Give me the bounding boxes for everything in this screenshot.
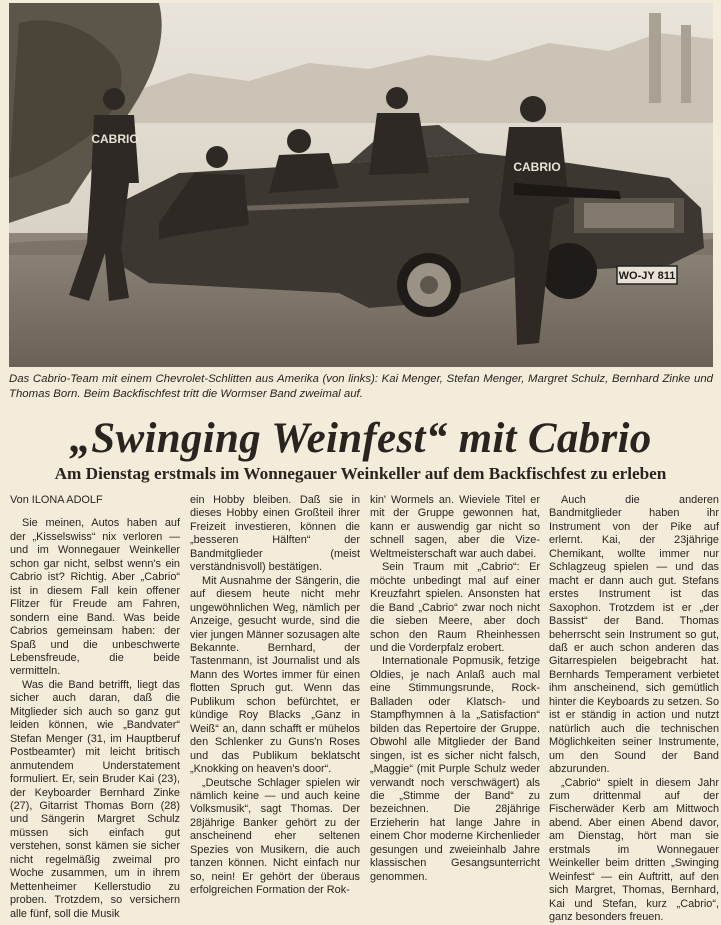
- band-photo: [9, 3, 713, 367]
- subheadline: Am Dienstag erstmals im Wonnegauer Weinkeller auf dem Backfischfest zu erleben: [54, 464, 667, 483]
- shirt-text-2: CABRIO: [513, 160, 561, 174]
- shirt-text-1: CABRIO: [91, 132, 139, 146]
- headline: „Swinging Weinfest“ mit Cabrio: [69, 415, 652, 462]
- paragraph: „Cabrio“ spielt in diesem Jahr zum drittenmal auf der Fischerwäder Kerb am Mittwoch abend. Aber einen Abend davor, am Dienstag, hört man sie erstmals im Wonnegauer Weinkeller beim dritten „Swinging Weinfest“ — ein Auftritt, auf den sich Margret, Thomas, Bernhard, Kai und Stefan, kurz „Cabrio“, ganz besonders freuen.: [549, 776, 719, 924]
- paragraph: ein Hobby bleiben. Daß sie in dieses Hobby einen Großteil ihrer Freizeit investieren, können die „besseren Hälften“ der Bandmitglieder (meist verständnisvoll) bestätigen.: [190, 494, 360, 574]
- paragraph: Auch die anderen Bandmitglieder haben ihr Instrument von der Pike auf erlernt. Kai, der 23jährige Chemikant, wollte immer nur Schlagzeug spielen — und das macht er dann auch gut. Stefans erstes Instrument ist das Saxophon. Trotzdem ist er „der Bassist“ der Band. Thomas beherrscht sein Instrument so gut, daß er auch schon anderen das Gitarrespielen beigebracht hat. Bernhards Temperament verbietet ihm anscheinend, sich gemütlich hinter die Keyboards zu setzen. So ist er ständig in action und nutzt natürlich auch die technischen Möglichkeiten seiner Instrumente, um den Sound der Band abzurunden.: [549, 494, 719, 776]
- paragraph: „Deutsche Schlager spielen wir nämlich keine — und auch keine Volksmusik“, sagt Thomas. Der 28jährige Banker gehört zu der anscheinend eher seltenen Spezies von Musikern, die auch tanzen können. Nicht einfach nur so, nein! Er gehört der überaus erfolgreichen Formation der Rok-: [190, 776, 360, 897]
- article-column-3: [370, 494, 540, 884]
- paragraph: Sie meinen, Autos haben auf der „Kisselswiss“ nix verloren — und im Wonnegauer Weinkeller schon gar nicht, selbst wenn's ein Cabrio ist? Richtig. Aber „Cabrio“ ist in diesem Fall kein offener Flitzer für Freude am Fahren, sondern eine Band. Was beide Cabrios gemeinsam haben: der Spaß und die unbeschwerte Lebensfreude, die beide vermitteln.: [10, 517, 180, 678]
- article-column-4: [549, 494, 719, 925]
- article-column-2: [190, 494, 360, 898]
- caption-text: Das Cabrio-Team mit einem Chevrolet-Schlitten aus Amerika (von links): Kai Menger, Stefan Menger, Margret Schulz, Bernhard Zinke und Thomas Born. Beim Backfischfest tritt die Wormser Band zweimal auf.: [9, 373, 713, 400]
- paragraph: Sein Traum mit „Cabrio“: Er möchte unbedingt mal auf einer Kreuzfahrt spielen. Ansonsten hat die Band „Cabrio“ zwar noch nicht die sieben Meere, aber doch schon den Raum Rheinhessen und die Vorderpfalz erobert.: [370, 561, 540, 654]
- license-plate: WO-JY 811: [618, 270, 676, 282]
- car-band-illustration: [9, 3, 713, 367]
- paragraph: Mit Ausnahme der Sängerin, die auf diesem heute nicht mehr ungewöhnlichen Weg, nämlich per Anzeige, gesucht wurde, sind die vier jungen Männer sozusagen alte Bekannte. Bernhard, der Tastenmann, ist Journalist und als Mann des Wortes immer für einen flotten Spruch gut. Wenn das Publikum schon befürchtet, er kündige Roy Blacks „Ganz in Weiß“ an, dann schafft er mühelos den Schlenker zu Guns'n Roses und das Publikum beklatscht „Knokking on heaven's door“.: [190, 574, 360, 776]
- paragraph: Internationale Popmusik, fetzige Oldies, je nach Anlaß auch mal eine Stimmungsrunde, Rock-Balladen oder Klatsch- und Stampfhymnen à la „Satisfaction“ bilden das Repertoire der Gruppe. Obwohl alle Mitglieder der Band singen, ist es sicher nicht falsch, „Maggie“ (mit Purple Schulz weder verwandt noch verschwägert) als die „Stimme der Band“ zu bezeichnen. Die 28jährige Erzieherin hat lange Jahre in einem Chor moderne Kirchenlieder gesungen und zweieinhalb Jahre klassischen Gesangsunterricht genommen.: [370, 655, 540, 883]
- paragraph: kin' Wormels an. Wieviele Titel er mit der Gruppe gewonnen hat, kann er auswendig gar nicht so schnell sagen, aber die Vize-Weltmeisterschaft war auch dabei.: [370, 494, 540, 560]
- paragraph: Was die Band betrifft, liegt das sicher auch daran, daß die Mitglieder sich auch so ganz gut leiden können, wie „Bandvater“ Stefan Menger (31, im Hauptberuf Postbeamter) mit leicht britisch anmutendem Understatement formuliert. Er, sein Bruder Kai (23), der Keyboarder Bernhard Zinke (27), Gitarrist Thomas Born (28) und Sängerin Margret Schulz müssen sich einfach gut verstehen, sonst kämen sie sicher nicht regelmäßig zweimal pro Woche zusammen, um in ihrem Mettenheimer Kellerstudio zu proben. Trotzdem, so versichern alle fünf, soll die Musik: [10, 678, 180, 920]
- photo-caption: [9, 372, 713, 402]
- byline: Von ILONA ADOLF: [10, 494, 103, 506]
- article-column-1: [10, 494, 180, 921]
